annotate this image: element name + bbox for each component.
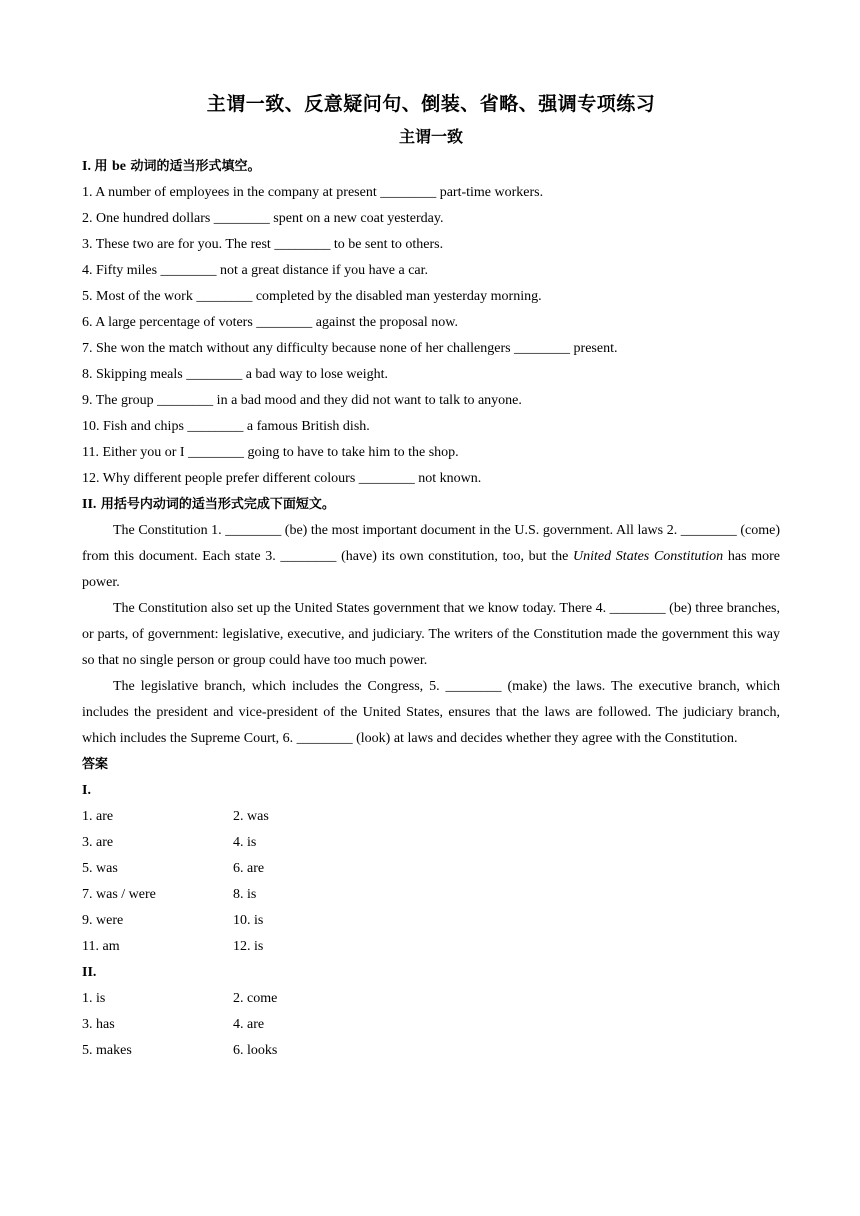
answers-part-1 [82,804,780,960]
answer-cell: 11. am [82,939,120,954]
exercise-item-8: 8. Skipping meals ________ a bad way to lose weight. [82,367,389,382]
section-2-label: II. [82,497,97,512]
answers-heading: 答案 [82,757,109,772]
section-subtitle: 主谓一致 [398,127,463,146]
exercise-item-1: 1. A number of employees in the company at present ________ part-time workers. [82,185,544,200]
answer-cell: 7. was / were [82,887,156,902]
answer-cell: 1. is [82,991,106,1006]
answers-part-1-label: I. [82,783,91,798]
answer-row [82,1012,780,1038]
exercise-item-7: 7. She won the match without any difficulty because none of her challengers ________ present. [82,341,618,356]
exercise-item-3: 3. These two are for you. The rest ________ to be sent to others. [82,237,444,252]
exercise-item-11: 11. Either you or I ________ going to have to take him to the shop. [82,445,459,460]
passage-paragraph-1 [82,518,780,596]
passage-paragraph-3: The legislative branch, which includes the Congress, 5. ________ (make) the laws. The executive branch, which includes the president and vice-president of the United States, ensures that the laws are followed. The judiciary branch, which includes the Supreme Court, 6. ________ (look) at laws and decides whether they agree with the Constitution. [82,679,780,746]
passage-p1-italic: United States Constitution [573,549,724,564]
answer-cell: 5. makes [82,1043,132,1058]
answer-row [82,856,780,882]
exercise-item-12: 12. Why different people prefer different colours ________ not known. [82,471,482,486]
answer-row [82,882,780,908]
answers-part-2-label: II. [82,965,97,980]
answer-row [82,830,780,856]
answer-cell: 6. looks [233,1043,278,1058]
exercise-item-6: 6. A large percentage of voters ________ against the proposal now. [82,315,458,330]
answer-cell: 3. has [82,1017,115,1032]
section-1-list [82,180,780,492]
answer-cell: 5. was [82,861,118,876]
section-2-heading-text: 用括号内动词的适当形式完成下面短文。 [96,497,335,512]
answer-cell: 8. is [233,887,257,902]
answer-cell: 6. are [233,861,265,876]
section-1-heading-post: 动词的适当形式填空。 [125,159,261,174]
section-2-heading [82,492,780,518]
answer-cell: 12. is [233,939,264,954]
section-1-heading-be: be [111,159,126,174]
answer-cell: 3. are [82,835,114,850]
answer-row [82,986,780,1012]
section-1-heading [82,154,780,180]
answer-cell: 2. was [233,809,269,824]
answer-row [82,804,780,830]
answer-row [82,908,780,934]
worksheet-page [82,88,780,1064]
answer-row [82,934,780,960]
exercise-item-2: 2. One hundred dollars ________ spent on a new coat yesterday. [82,211,444,226]
exercise-item-4: 4. Fifty miles ________ not a great distance if you have a car. [82,263,429,278]
passage-p1-b: has more power. [82,549,780,590]
exercise-item-5: 5. Most of the work ________ completed by the disabled man yesterday morning. [82,289,542,304]
answer-cell: 10. is [233,913,264,928]
answer-row [82,1038,780,1064]
passage-p1-a: The Constitution 1. ________ (be) the most important document in the U.S. government. All laws 2. ________ (come) from this document. Each state 3. ________ (have) its own constitution, too, but the [82,523,780,564]
section-1-label: I. [82,159,91,174]
answer-cell: 1. are [82,809,114,824]
answer-cell: 2. come [233,991,278,1006]
answers-part-2 [82,986,780,1064]
section-1-heading-pre: 用 [94,159,112,174]
answer-cell: 9. were [82,913,124,928]
answer-cell: 4. is [233,835,257,850]
page-title: 主谓一致、反意疑问句、倒装、省略、强调专项练习 [206,93,656,115]
answer-cell: 4. are [233,1017,265,1032]
passage-paragraph-2: The Constitution also set up the United States government that we know today. There 4. ________ (be) three branches, or parts, of government: legislative, executive, and judiciary. The writers of the Constitution made the government this way so that no single person or group could have too much power. [82,601,780,668]
exercise-item-9: 9. The group ________ in a bad mood and they did not want to talk to anyone. [82,393,522,408]
exercise-item-10: 10. Fish and chips ________ a famous British dish. [82,419,370,434]
